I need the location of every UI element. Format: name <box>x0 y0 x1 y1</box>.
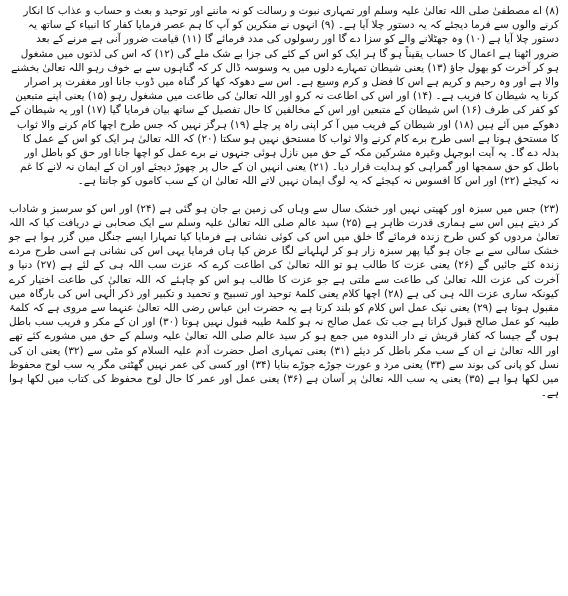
paragraph-gap <box>9 189 559 202</box>
commentary-paragraph-2: (۲۳) جس میں سبزہ اور کھیتی نہیں اور خشک سال سے وہاں کی زمین بے جان ہو گئی ہے (۲۴) اور اس کو سرسبز و شاداب کر دیتے ہیں اس سے ہماری قدرت ظاہر ہے (۲۵) سید عالم صلی اللہ تعالیٰ علیہ وسلم سے ایک صحابی نے دریافت کیا کہ اللہ تعالیٰ مردوں کو کس طرح زندہ فرمائے گا خلق میں اس کی کوئی نشانی ہے فرمایا کیا تمہارا ایسے جنگل میں گزر ہوا ہے جو خشک سالی سے بے جان ہو گیا پھر سبزہ زار ہو کر لہلہانے لگا عرض کیا ہاں فرمایا یہی اس کی نشانی ہے اسی طرح مردے زندہ کئے جائیں گے (۲۶) یعنی عزت کا طالب ہو تو اللہ تعالیٰ کی اطاعت کرے کہ عزت سب اللہ ہی کے لئے ہے (۲۷) دنیا و آخرت کی عزت اللہ تعالیٰ کی طاعت سے ملتی ہے جو عزت کا طالب ہو اس کو چاہئے کہ اللہ تعالیٰ کی طاعت اختیار کرے کیونکہ ساری عزت اللہ ہی کی ہے (۲۸) اچھا کلام یعنی کلمۂ توحید اور تسبیح و تحمید و تکبیر اور ذکر الٰہی اس کی بارگاہ میں مقبول ہوتا ہے (۲۹) یعنی نیک عمل اس کلام کو بلند کرتا ہے یہ حضرت ابن عباس رضی اللہ تعالیٰ عنہما سے مروی ہے کہ کلمۂ طیبہ کو عمل صالح قبول کراتا ہے جب تک عمل صالح نہ ہو کلمۂ طیبہ قبول نہیں ہوتا (۳۰) اور ان کے مکر و فریب سب باطل ہوں گے جیسا کہ کفار قریش نے دار الندوہ میں جمع ہو کر سید عالم صلی اللہ تعالیٰ علیہ وسلم کے حق میں مشورے کئے تھے اور اللہ تعالیٰ نے ان کے سب مکر باطل کر دیئے (۳۱) یعنی تمہاری اصل حضرت آدم علیہ السلام کو مٹی سے (۳۲) یعنی ان کی نسل کو پانی کی بوند سے (۳۳) یعنی مرد و عورت جوڑے جوڑے بنایا (۳۴) اور کسی کی عمر نہیں گھٹتی مگر یہ سب لوح محفوظ میں لکھا ہوا ہے (۳۵) یعنی یہ سب اللہ تعالیٰ پر آسان ہے (۳۶) یعنی عمل اور عمر کا حال لوح محفوظ کی کتاب میں لکھا ہوا ہے۔ <box>9 202 560 400</box>
commentary-paragraph-1: (۸) اے مصطفیٰ صلی اللہ تعالیٰ علیہ وسلم اور تمہاری نبوت و رسالت کو نہ ماننے اور توحید و بعث و حساب و عذاب کا انکار کرنے والوں سے فرما دیجئے کہ یہ دستور چلا آیا ہے۔ (۹) انہوں نے منکرین کو آپ کا ہم عصر فرمایا کفار کا انبیاء کے ساتھ یہ دستور چلا آیا ہے (۱۰) وہ جھٹلانے والے کو سزا دے گا اور رسولوں کی مدد فرمائے گا (۱۱) قیامت ضرور آنی ہے مرنے کے بعد ضرور اٹھنا ہے اعمال کا حساب یقیناً ہو گا ہر ایک کو اس کے کئے کی جزا بے شک ملے گی (۱۲) کہ اس کی لذتوں میں مشغول ہو کر آخرت کو بھول جاؤ (۱۳) یعنی شیطان تمہارے دلوں میں یہ وسوسہ ڈال کر کہ گناہوں سے بے خوف رہو اللہ تعالیٰ بخشنے والا ہے اور وہ رحیم و کریم ہے اس کا فضل و کرم وسیع ہے۔ اس سے دھوکہ کھا کر گناہ میں ڈوب جانا اور مغفرت پر اصرار کرنا یہ شیطان کا فریب ہے۔ (۱۴) اور اس کی اطاعت نہ کرو اور اللہ تعالیٰ کی طاعت میں مشغول رہو (۱۵) یعنی اپنے متبعین کو کفر کی طرف (۱۶) اس شیطان کے متبعین اور اس کے مخالفین کا حال تفصیل کے ساتھ بیان فرمایا گیا (۱۷) اور یہ شیطان کے دھوکے میں آئے ہیں (۱۸) اور شیطان کے فریب میں آ کر اپنی راہ پر چلے (۱۹) ہرگز نہیں کہ جس طرح اچھا کام کرنے والا ثواب کا مستحق ہوتا ہے اسی طرح برے کام کرنے والا ثواب کا مستحق نہیں ہو سکتا (۲۰) کہ اللہ تعالیٰ ہر ایک کو اس کے عمل کا بدلہ دے گا۔ یہ آیت ابوجہل وغیرہ مشرکین مکہ کے حق میں نازل ہوئی جنہوں نے برے عمل کو اچھا جانا اور حق کو باطل اور باطل کو حق سمجھا اور گمراہی کو ہدایت قرار دیا۔ (۲۱) یعنی انہیں ان کے حال پر چھوڑ دیجئے اور ان کے ایمان نہ لانے کا غم نہ کیجئے (۲۲) اور اس کا افسوس نہ کیجئے کہ یہ لوگ ایمان نہیں لاتے اللہ تعالیٰ ان کے سب کاموں کو جانتا ہے۔ <box>9 5 559 188</box>
